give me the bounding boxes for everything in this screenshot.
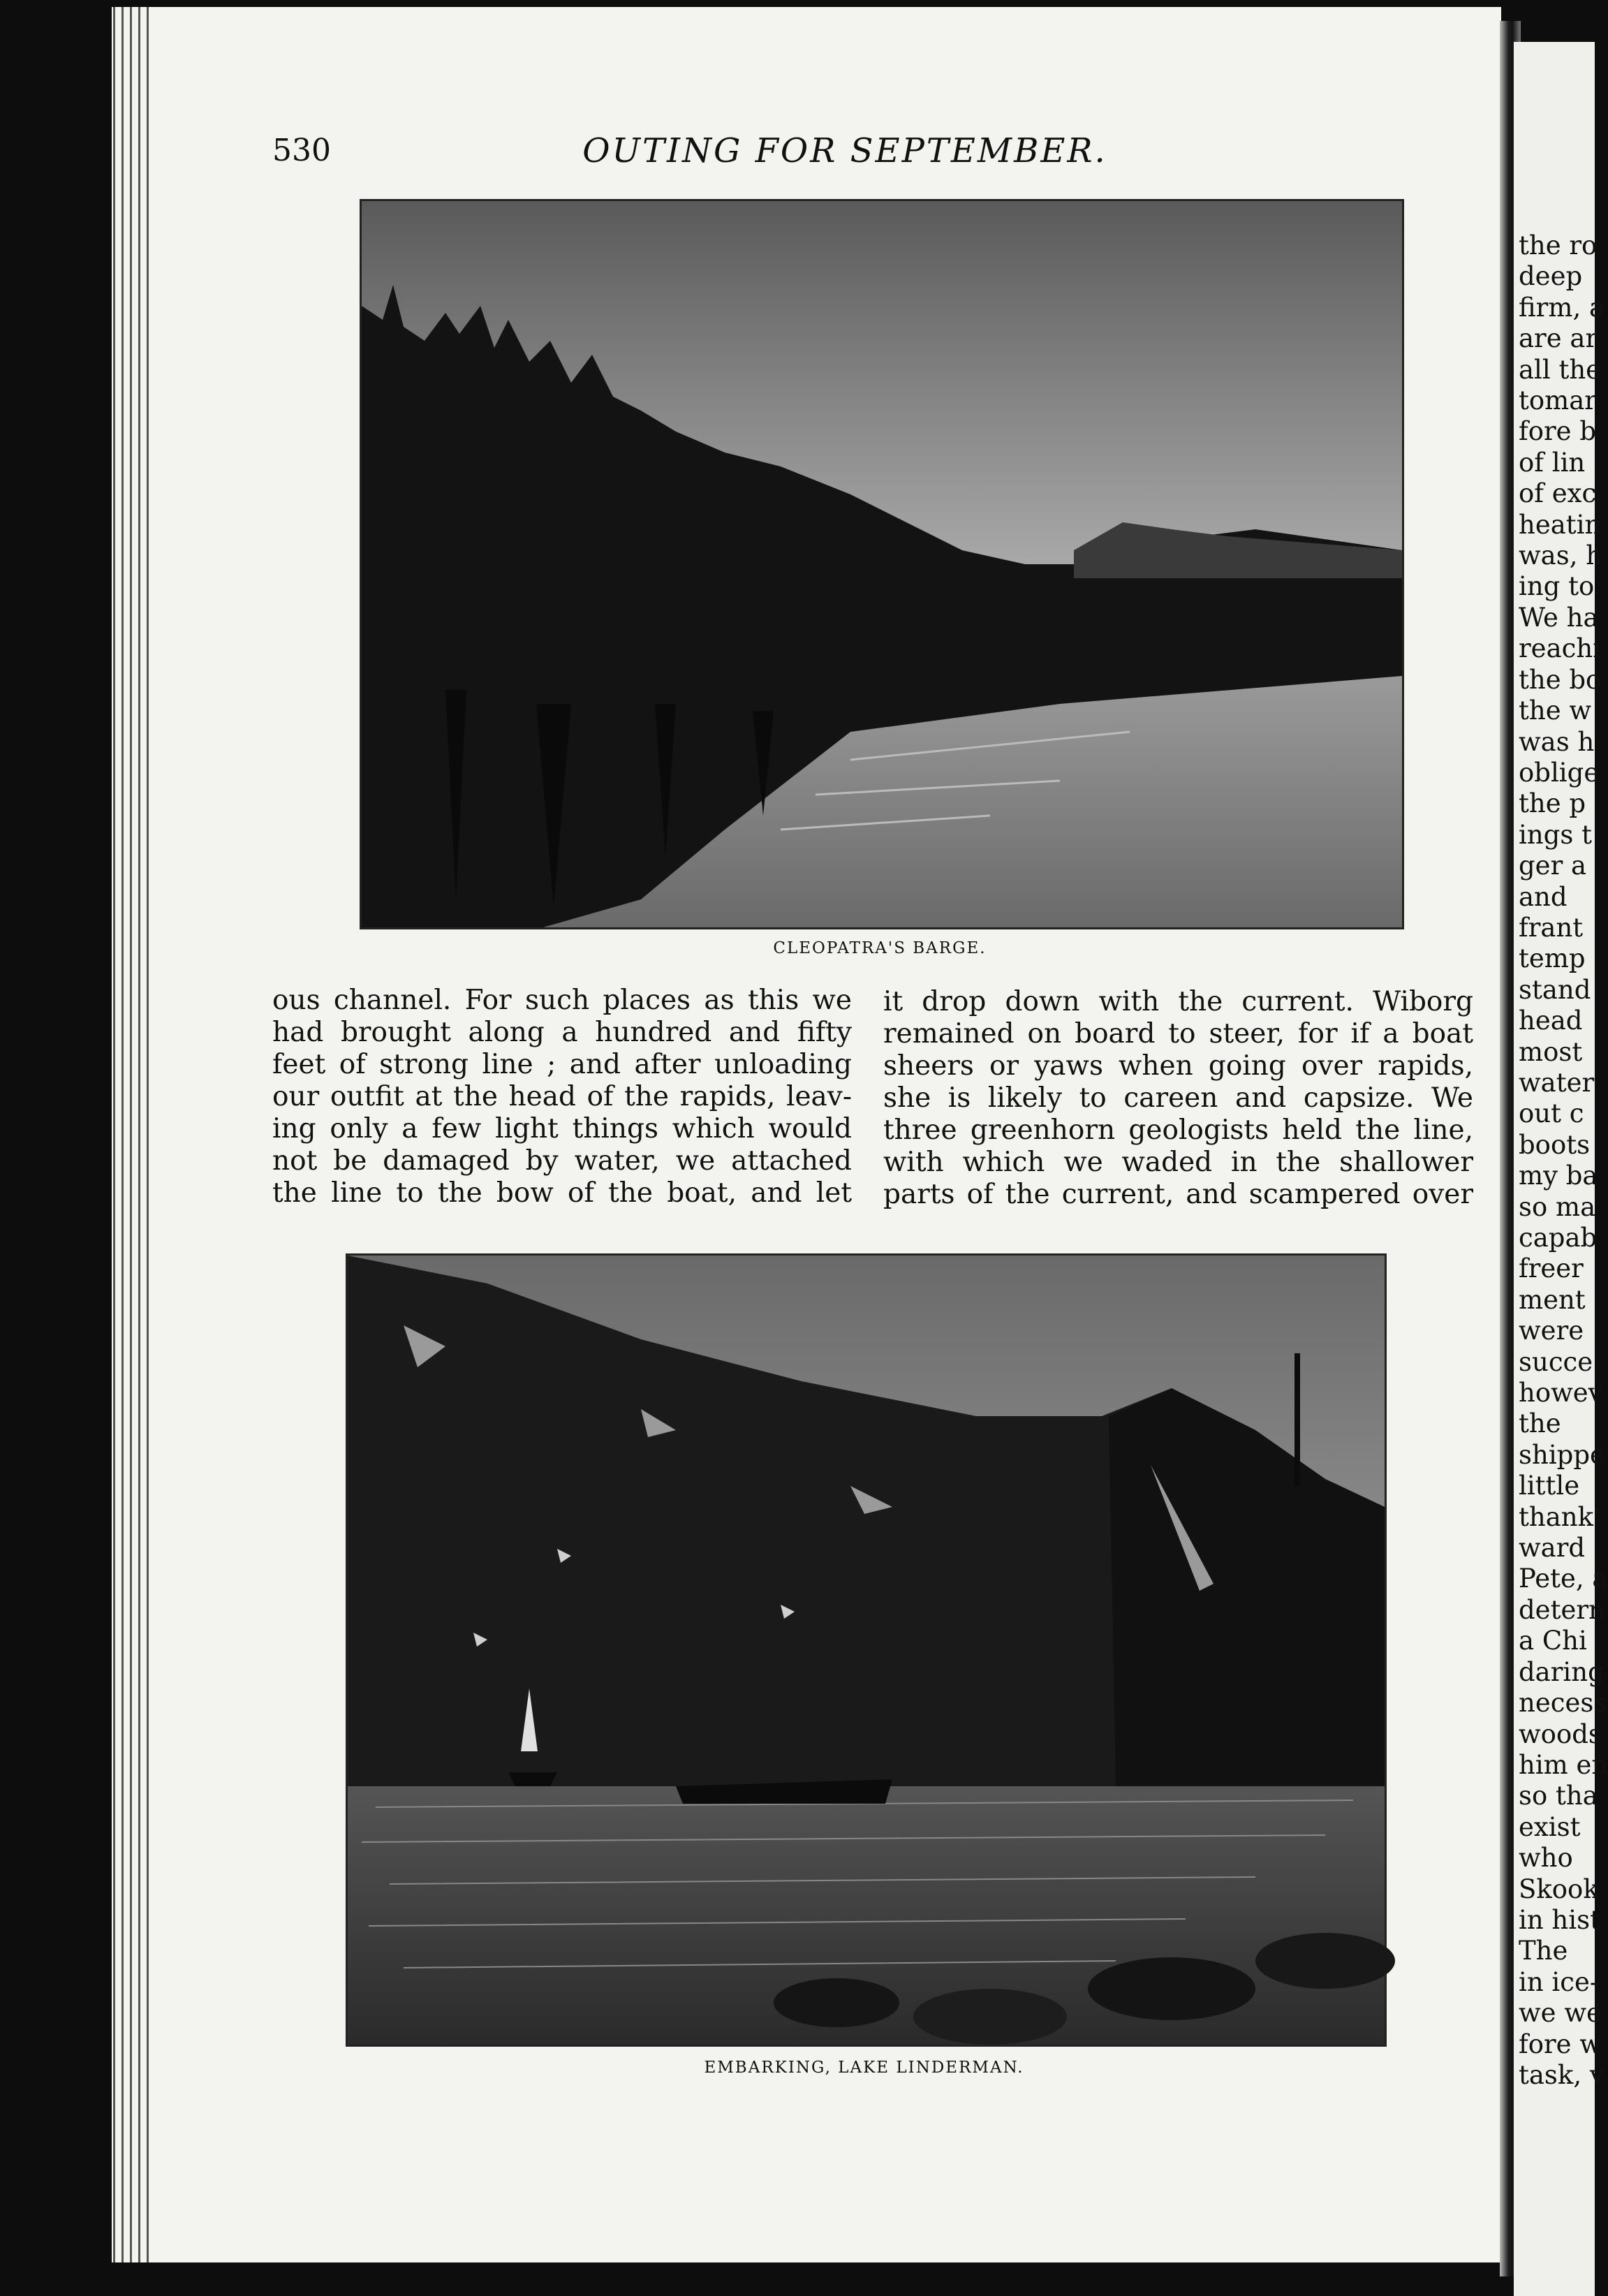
text-line: feet of strong line ; and after unloading [272,1049,852,1080]
text-fragment: the p [1519,788,1586,819]
facing-page-text [1519,230,1608,2091]
text-fragment: capab [1519,1223,1598,1253]
text-fragment: the [1519,1408,1561,1439]
text-fragment: stand [1519,974,1591,1005]
text-fragment: was, h [1519,540,1603,571]
text-fragment: him en [1519,1749,1608,1780]
text-fragment: frant [1519,912,1584,943]
text-fragment: oblige [1519,757,1600,788]
photo-cleopatras-barge [360,199,1404,929]
text-fragment: ger a [1519,851,1587,881]
text-fragment: howev [1519,1378,1603,1408]
text-fragment: deep [1519,261,1583,292]
text-fragment: detern [1519,1594,1605,1625]
text-fragment: in ice- [1519,1966,1599,1997]
text-fragment: ment [1519,1284,1586,1315]
text-fragment: the ro [1519,230,1598,260]
text-line: parts of the current, and scampered over [883,1179,1473,1210]
text-line: sheers or yaws when going over rapids, [883,1050,1473,1082]
text-fragment: head [1519,1006,1583,1036]
text-fragment: daring [1519,1656,1605,1687]
text-line: had brought along a hundred and fifty [272,1017,852,1048]
text-line: ing only a few light things which would [272,1113,852,1145]
text-line: three greenhorn geologists held the line, [883,1114,1473,1146]
text-fragment: the w [1519,696,1592,726]
text-fragment: all the [1519,354,1602,385]
text-fragment: woods [1519,1719,1602,1749]
text-column-left [272,985,852,1209]
text-fragment: so ma [1519,1191,1596,1222]
text-line: it drop down with the current. Wiborg [883,986,1473,1017]
text-fragment: The [1519,1936,1568,1966]
caption-embarking-lake-linderman: EMBARKING, LAKE LINDERMAN. [704,2059,1024,2077]
text-fragment: a Chi [1519,1626,1587,1656]
text-fragment: Skook [1519,1874,1599,1904]
text-fragment: temp [1519,943,1586,974]
text-fragment: reachi [1519,633,1602,664]
text-fragment: thank [1519,1501,1594,1532]
text-line: our outfit at the head of the rapids, leav- [272,1081,852,1112]
text-fragment: were [1519,1316,1584,1346]
text-fragment: tomar [1519,385,1597,416]
text-fragment: so tha [1519,1781,1598,1811]
text-fragment: ing to [1519,571,1595,602]
text-line: with which we waded in the shallower [883,1147,1473,1178]
text-fragment: we we [1519,1998,1602,2029]
page-edge-lines [112,7,161,2262]
text-fragment: ward [1519,1533,1586,1563]
text-fragment: in hist [1519,1904,1600,1935]
text-fragment: little [1519,1471,1580,1501]
text-fragment: heatin [1519,509,1602,540]
text-fragment: firm, a [1519,292,1605,323]
text-fragment: and [1519,881,1568,912]
text-line: she is likely to careen and capsize. We [883,1082,1473,1114]
text-line: ous channel. For such places as this we [272,985,852,1016]
text-fragment: necess [1519,1688,1607,1719]
text-fragment: task, v [1519,2059,1605,2090]
text-fragment: water [1519,1067,1595,1098]
text-fragment: shippe [1519,1439,1605,1470]
text-fragment: are ar [1519,323,1598,354]
running-title: OUTING FOR SEPTEMBER. [582,131,1107,170]
text-fragment: freer [1519,1253,1584,1284]
text-fragment: most [1519,1036,1583,1067]
text-fragment: the bo [1519,664,1602,695]
text-line: the line to the bow of the boat, and let [272,1177,852,1209]
text-fragment: ings t [1519,819,1592,850]
text-fragment: out c [1519,1098,1584,1129]
text-fragment: succe [1519,1346,1593,1377]
text-fragment: of lin [1519,447,1586,478]
text-fragment: my ba [1519,1161,1598,1191]
text-fragment: was h [1519,726,1595,757]
text-fragment: boots [1519,1129,1591,1160]
text-fragment: We ha [1519,602,1599,633]
text-fragment: exist [1519,1811,1581,1842]
text-line: not be damaged by water, we attached [272,1145,852,1177]
text-fragment: of exc [1519,478,1597,509]
text-fragment: who [1519,1843,1573,1874]
text-fragment: fore w [1519,2029,1602,2059]
text-column-right [883,986,1473,1211]
photo-embarking-lake-linderman [346,1253,1387,2047]
text-line: remained on board to steer, for if a boat [883,1018,1473,1050]
caption-cleopatras-barge: CLEOPATRA'S BARGE. [773,939,987,957]
text-fragment: Pete, a [1519,1563,1608,1594]
text-fragment: fore b [1519,416,1596,447]
page-number: 530 [272,133,331,168]
